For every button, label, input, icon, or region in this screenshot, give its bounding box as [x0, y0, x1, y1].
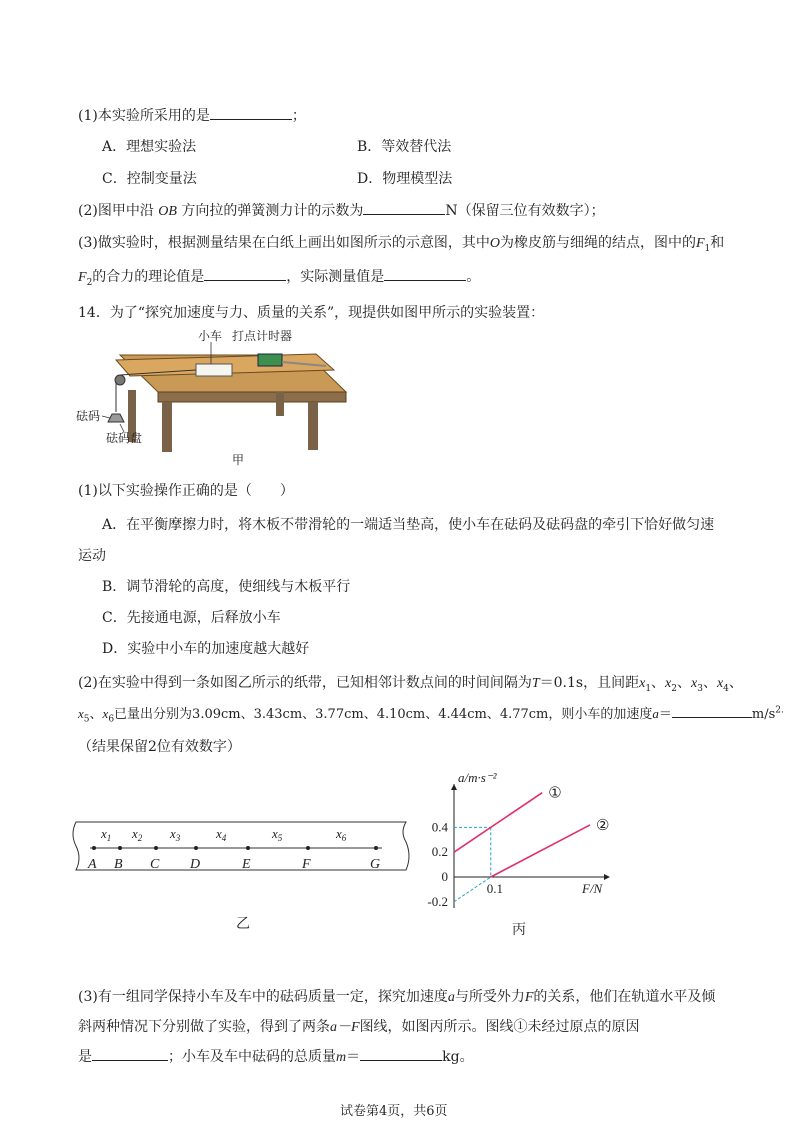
table-leg [308, 402, 318, 450]
q13-part2: (2)图甲中沿 OB 方向拉的弹簧测力计的示数为 N（保留三位有效数字）； [78, 200, 605, 220]
segment-label: $x_1$ [101, 826, 112, 843]
tape-label: C [150, 857, 160, 872]
q14-intro: 14．为了“探究加速度与力、质量的关系”，现提供如图甲所示的实验装置： [78, 305, 545, 321]
series-label: ① [548, 785, 562, 802]
segment-label: $x_2$ [132, 826, 143, 843]
y-tick-label: 0 [441, 869, 448, 884]
segment-label: $x_6$ [336, 826, 347, 843]
y-axis-arrow [451, 784, 457, 790]
guide-line [454, 877, 491, 902]
y-axis-label: a/m·s⁻² [458, 770, 497, 785]
segment-label: $x_5$ [272, 826, 283, 843]
answer-blank[interactable] [210, 105, 292, 120]
tape-point [92, 846, 96, 850]
label-weight: 砝码 [76, 409, 101, 423]
tape-label: E [242, 857, 251, 872]
tape-label: F [302, 857, 311, 872]
tape-figure [72, 810, 412, 940]
q14-part3-line1: (3)有一组同学保持小车及车中的砝码质量一定，探究加速度a与所受外力F的关系，他们在轨道水平及倾 [78, 989, 716, 1005]
label-car: 小车 [198, 330, 223, 343]
y-tick-label: 0.2 [431, 844, 448, 860]
answer-blank[interactable] [92, 1046, 168, 1061]
table-edge [158, 392, 346, 402]
tape-outline [73, 822, 409, 870]
tape-point [306, 846, 310, 850]
q13-option-b: B．等效替代法 [357, 139, 452, 155]
segment-label: $x_4$ [216, 826, 227, 843]
tape-label: G [370, 857, 381, 872]
q14-part1: (1)以下实验操作正确的是（ ） [78, 483, 294, 499]
y-tick-label: -0.2 [427, 893, 448, 909]
q14-option-c: C．先接通电源，后释放小车 [102, 610, 281, 626]
caption-bing: 丙 [512, 923, 526, 938]
table-leg [276, 392, 284, 416]
apparatus-figure [76, 330, 356, 470]
answer-blank[interactable] [384, 266, 466, 281]
q14-part3-line2: 斜两种情况下分别做了实验，得到了两条a－F图线，如图丙所示。图线①未经过原点的原因 [78, 1019, 640, 1035]
tape-point [246, 846, 250, 850]
tape-point [194, 846, 198, 850]
timer [258, 354, 282, 366]
y-tick-label: 0.4 [431, 819, 448, 835]
segment-label: $x_3$ [170, 826, 181, 843]
answer-blank[interactable] [672, 703, 752, 718]
q14-part2-line2: $x_5$、$x_6$已量出分别为3.09cm、3.43cm、3.77cm、4.10cm、4.44cm、4.77cm，则小车的加速度$a= m/s^{2.}$ [78, 703, 784, 725]
q14-part2-line1: (2)在实验中得到一条如图乙所示的纸带，已知相邻计数点间的时间间隔为T＝0.1s，且间距$x_1$、$x_2$、$x_3$、$x_4$、 [78, 675, 743, 694]
tape-label: A [88, 857, 97, 872]
tape-label: D [190, 857, 201, 872]
q13-option-d: D．物理模型法 [357, 171, 453, 187]
series-line [491, 825, 590, 877]
q13-part3-line1: (3)做实验时，根据测量结果在白纸上画出如图所示的示意图，其中O为橡皮筋与细绳的结点，图中的$F_1$和 [78, 235, 725, 254]
cart [196, 364, 232, 376]
x-axis-label: F/N [582, 881, 603, 896]
q14-option-b: B．调节滑轮的高度，使细线与木板平行 [102, 579, 351, 595]
q13-part1: (1)本实验所采用的是 ； [78, 105, 306, 125]
tape-point [374, 846, 378, 850]
page-footer: 试卷第4页，共6页 [340, 1104, 448, 1119]
q14-option-a-cont: 运动 [78, 548, 106, 564]
leader-line [102, 416, 110, 418]
q13-part3-line2: $F_2$的合力的理论值是 ，实际测量值是 。 [78, 266, 480, 288]
answer-blank[interactable] [363, 200, 445, 215]
q14-part3-line3: 是 ；小车及车中砝码的总质量m＝ kg。 [78, 1046, 474, 1066]
answer-blank[interactable] [360, 1046, 442, 1061]
q13-option-a: A．理想实验法 [102, 139, 197, 155]
caption-yi: 乙 [236, 917, 250, 932]
series-label: ② [596, 817, 610, 834]
x-axis-arrow [604, 874, 610, 880]
af-chart [420, 770, 620, 940]
label-pan: 砝码盘 [106, 431, 143, 445]
tape-point [154, 846, 158, 850]
answer-blank[interactable] [204, 266, 286, 281]
tape-point [118, 846, 122, 850]
table-leg [162, 402, 172, 452]
q13-option-c: C．控制变量法 [102, 171, 197, 187]
series-line [454, 793, 542, 853]
tape-segment-labels [100, 826, 347, 843]
q14-option-a: A．在平衡摩擦力时，将木板不带滑轮的一端适当垫高，使小车在砝码及砝码盘的牵引下恰好做匀速 [102, 517, 715, 533]
tape-label: B [114, 857, 123, 872]
x-tick-label: 0.1 [486, 881, 504, 896]
q14-part2-line3: （结果保留2位有效数字） [78, 739, 241, 755]
q14-option-d: D．实验中小车的加速度越大越好 [102, 641, 310, 657]
weight-pan [108, 414, 124, 422]
label-timer: 打点计时器 [232, 330, 293, 343]
caption-jia: 甲 [232, 453, 245, 467]
